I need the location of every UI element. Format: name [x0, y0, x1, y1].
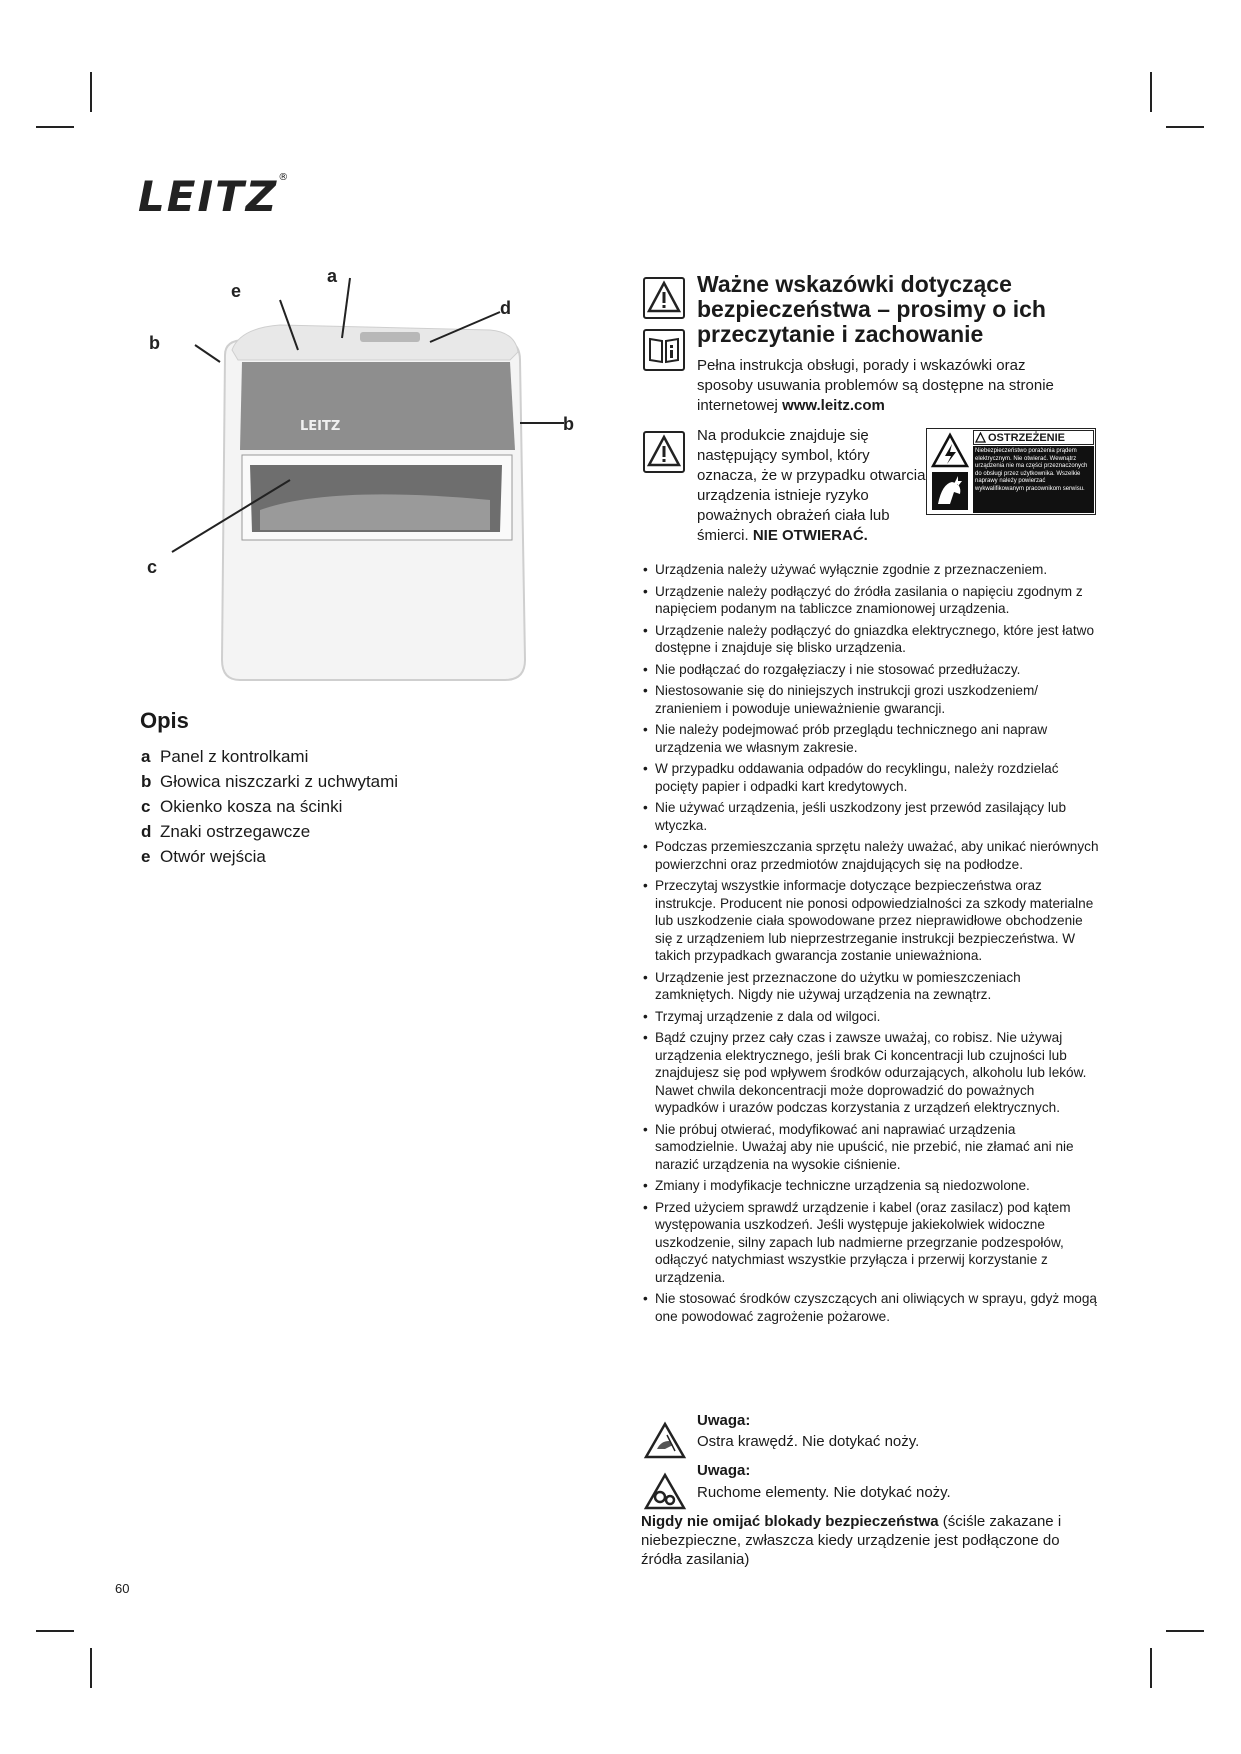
warning-triangle-icon: [643, 277, 685, 319]
callout-e: e: [231, 281, 242, 301]
list-item: a Panel z kontrolkami: [141, 747, 309, 766]
warning-label-body: Niebezpieczeństwo porażenia prądem elektrycznym. Nie otwierać. Wewnątrz urządzenia nie ma części przeznaczonych do obsługi przez użytkownika. Wszelkie naprawy należy powierzać wykwalifikowanym pracownikom serwisu.: [973, 446, 1094, 513]
callout-b-right: b: [563, 414, 574, 434]
safety-bullets: [641, 561, 1101, 1329]
warning-label: [926, 428, 1096, 515]
caution-text: Ostra krawędź. Nie dotykać noży.: [697, 1433, 920, 1450]
caution-title: Uwaga:: [697, 1412, 751, 1429]
crop-mark: [90, 72, 92, 112]
list-item: • Nie należy podejmować prób przeglądu technicznego ani napraw urządzenia we własnym zakresie.: [641, 721, 1101, 756]
control-panel: [360, 332, 420, 342]
list-item: • Podczas przemieszczania sprzętu należy uważać, aby unikać nierównych powierzchni oraz przedmiotów znajdujących się na podłodze.: [641, 838, 1101, 873]
callout-c: c: [147, 557, 158, 577]
list-item: • Przeczytaj wszystkie informacje dotyczące bezpieczeństwa oraz instrukcje. Producent nie ponosi odpowiedzialności za szkody materialne lub uszkodzenie ciała spowodowane przez nieprawidłowe obchodzenie się z urządzeniem lub nieprzestrzeganie instrukcji bezpieczeństwa. W takich przypadkach gwarancja zostanie unieważniona.: [641, 877, 1101, 965]
list-item: e Otwór wejścia: [141, 847, 266, 866]
small-warning-icon: [975, 432, 986, 443]
list-item: • Nie używać urządzenia, jeśli uszkodzony jest przewód zasilający lub wtyczka.: [641, 799, 1101, 834]
list-item: • Urządzenie jest przeznaczone do użytku w pomieszczeniach zamkniętych. Nigdy nie używaj urządzenia na zewnątrz.: [641, 969, 1101, 1004]
safety-intro: Pełna instrukcja obsługi, porady i wskazówki oraz sposoby usuwania problemów są dostępne na stronie internetowej www.leitz.com: [697, 357, 1054, 414]
caution-text: Ruchome elementy. Nie dotykać noży.: [697, 1484, 951, 1501]
warning-label-title: OSTRZEŻENIE: [973, 430, 1094, 445]
electric-hazard-icon: [930, 432, 970, 512]
callout-line-b-left: [195, 345, 220, 362]
description-title: Opis: [140, 708, 189, 733]
list-item: c Okienko kosza na ścinki: [141, 797, 343, 816]
leitz-logo: LEITZ®: [138, 172, 291, 221]
crop-mark: [1166, 126, 1204, 128]
read-manual-icon: [643, 329, 685, 371]
list-item: • Bądź czujny przez cały czas i zawsze uważaj, co robisz. Nie używaj urządzenia elektrycznego, jeśli brak Ci koncentracji lub czujności lub znajdujesz się pod wpływem środków odurzających, alkoholu lub leków. Nawet chwila dekoncentracji może doprowadzić do poważnych wypadków i urazów podczas korzystania z urządzeń elektrycznych.: [641, 1029, 1101, 1117]
sharp-edge-icon: [643, 1421, 687, 1461]
shredder-illustration: [130, 270, 600, 700]
list-item: • Przed użyciem sprawdź urządzenie i kabel (oraz zasilacz) pod kątem występowania uszkodzeń. Jeśli występuje jakiekolwiek widoczne uszkodzenie, silny zapach lub nadmierne przegrzanie podzespołów, odłączyć natychmiast wszystkie przyłącza i przerwij korzystanie z urządzenia.: [641, 1199, 1101, 1287]
callout-b-left: b: [149, 333, 160, 353]
warning-triangle-icon: [643, 431, 685, 473]
list-item: • Urządzenie należy podłączyć do źródła zasilania o napięciu zgodnym z napięciem podanym na tabliczce znamionowej urządzenia.: [641, 583, 1101, 618]
safety-heading: Ważne wskazówki dotyczące bezpieczeństwa – prosimy o ich przeczytanie i zachowanie: [697, 271, 1046, 347]
list-item: • Nie próbuj otwierać, modyfikować ani naprawiać urządzenia samodzielnie. Uważaj aby nie upuścić, nie przebić, nie złamać ani nie narazić urządzenia na wysokie ciśnienie.: [641, 1121, 1101, 1174]
crop-mark: [90, 1648, 92, 1688]
crop-mark: [1150, 1648, 1152, 1688]
list-item: • Urządzenie należy podłączyć do gniazdka elektrycznego, które jest łatwo dostępne i znajduje się blisko urządzenia.: [641, 622, 1101, 657]
shredder-head: [232, 325, 518, 360]
list-item: • Zmiany i modyfikacje techniczne urządzenia są niedozwolone.: [641, 1177, 1101, 1195]
crop-mark: [1166, 1630, 1204, 1632]
list-item: • Niestosowanie się do niniejszych instrukcji grozi uszkodzeniem/ zranieniem i powoduje unieważnienie gwarancji.: [641, 682, 1101, 717]
crop-mark: [36, 1630, 74, 1632]
website-link[interactable]: www.leitz.com: [782, 397, 885, 414]
list-item: d Znaki ostrzegawcze: [141, 822, 311, 841]
list-item: b Głowica niszczarki z uchwytami: [141, 772, 399, 791]
list-item: • Urządzenia należy używać wyłącznie zgodnie z przeznaczeniem.: [641, 561, 1101, 579]
device-logo: LEITZ: [300, 419, 341, 434]
interlock-warning: Nigdy nie omijać blokady bezpieczeństwa (ściśle zakazane i niebezpieczne, zwłaszcza kiedy urządzenie jest podłączone do źródła zasilania): [641, 1513, 1062, 1568]
list-item: • Nie stosować środków czyszczących ani oliwiących w sprayu, gdyż mogą one powodować zagrożenie pożarowe.: [641, 1290, 1101, 1325]
crop-mark: [1150, 72, 1152, 112]
crop-mark: [36, 126, 74, 128]
caution-title: Uwaga:: [697, 1462, 751, 1479]
page-number: 60: [115, 1581, 130, 1596]
callout-a: a: [327, 270, 338, 286]
description-list: [141, 744, 398, 869]
list-item: • W przypadku oddawania odpadów do recyklingu, należy rozdzielać pocięty papier i odpadki kart kredytowych.: [641, 760, 1101, 795]
front-band: [240, 362, 515, 450]
list-item: • Trzymaj urządzenie z dala od wilgoci.: [641, 1008, 1101, 1026]
list-item: • Nie podłączać do rozgałęziaczy i nie stosować przedłużaczy.: [641, 661, 1101, 679]
symbol-description: Na produkcie znajduje się następujący symbol, który oznacza, że w przypadku otwarcia urządzenia istnieje ryzyko poważnych obrażeń ciała lub śmierci. NIE OTWIERAĆ.: [697, 427, 926, 544]
moving-parts-icon: [643, 1472, 687, 1512]
callout-d: d: [500, 298, 511, 318]
